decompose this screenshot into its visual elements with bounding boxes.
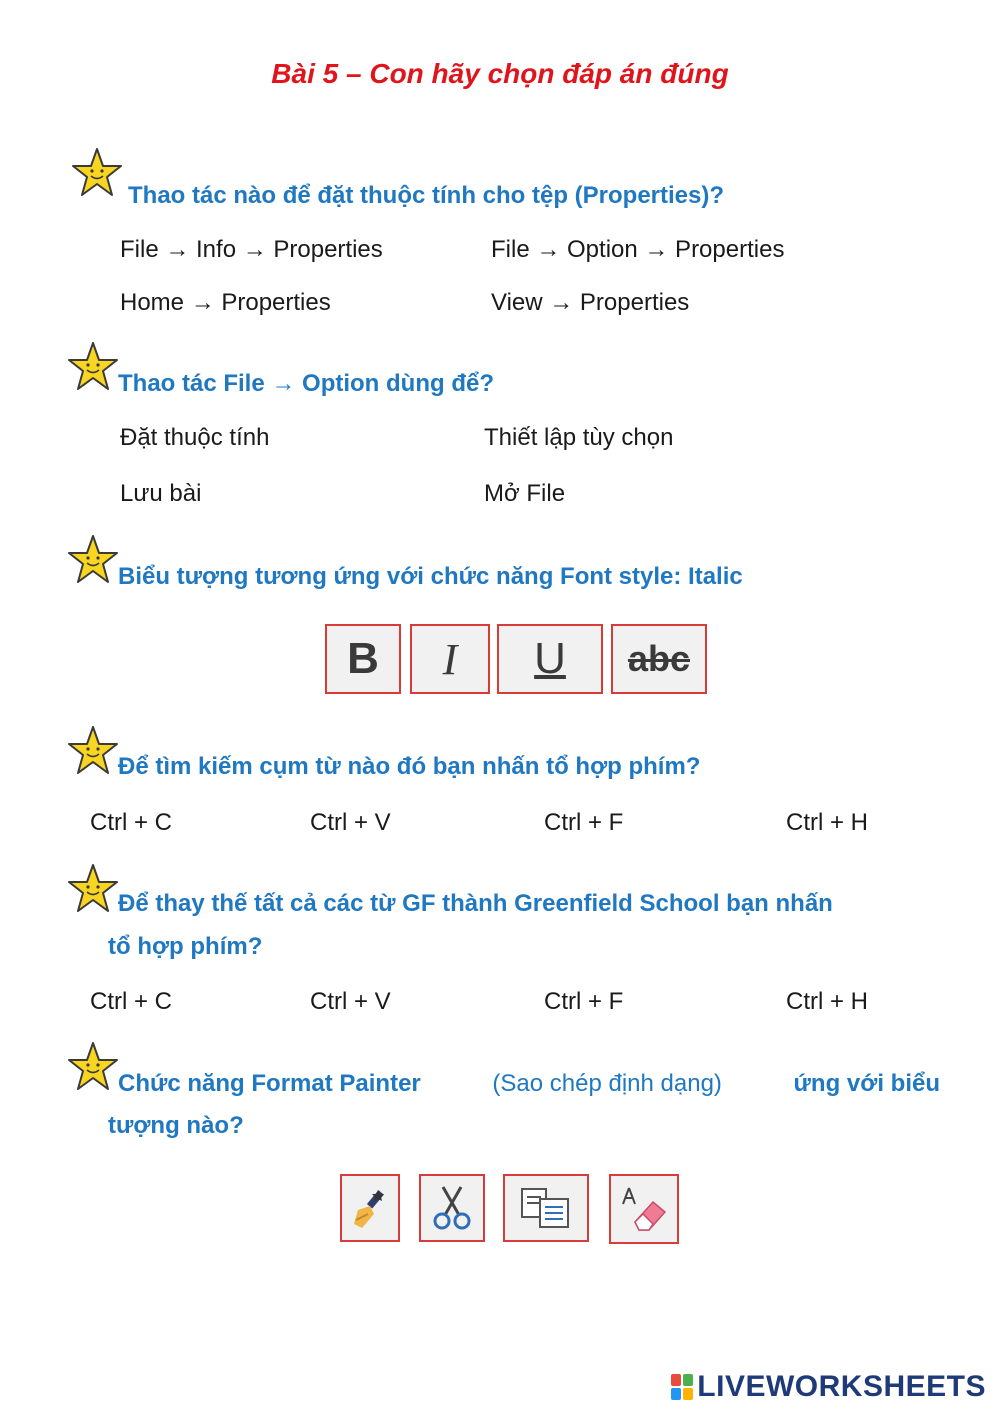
- q5-option-a[interactable]: Ctrl + C: [90, 988, 173, 1015]
- q5-option-c[interactable]: Ctrl + F: [544, 988, 624, 1015]
- q4-option-c[interactable]: Ctrl + F: [544, 809, 624, 836]
- liveworksheets-logo: [671, 1370, 986, 1404]
- star-icon: [70, 146, 124, 200]
- q6-part-3: ứng với biểu: [793, 1070, 940, 1097]
- question-3: Biểu tượng tương ứng với chức năng Font style: Italic: [118, 563, 743, 590]
- q4-option-a[interactable]: Ctrl + C: [90, 809, 173, 836]
- star-icon: [66, 340, 120, 394]
- bold-icon[interactable]: B: [325, 624, 401, 694]
- q1-option-c[interactable]: Home → Properties: [120, 289, 331, 316]
- question-2: Thao tác File → Option dùng để?: [118, 370, 494, 397]
- question-4: Để tìm kiếm cụm từ nào đó bạn nhấn tổ hợp phím?: [118, 753, 701, 780]
- copy-icon[interactable]: [503, 1174, 589, 1242]
- logo-icon: [671, 1374, 693, 1400]
- star-icon: [66, 1040, 120, 1094]
- q2-option-b[interactable]: Thiết lập tùy chọn: [484, 424, 674, 451]
- question-6-line-2: tượng nào?: [108, 1112, 244, 1139]
- eraser-icon: [619, 1184, 669, 1234]
- q4-option-b[interactable]: Ctrl + V: [310, 809, 391, 836]
- q4-option-d[interactable]: Ctrl + H: [786, 809, 869, 836]
- question-5-line-1: Để thay thế tất cả các từ GF thành Greenfield School bạn nhấn: [118, 890, 833, 917]
- q2-option-a[interactable]: Đặt thuộc tính: [120, 424, 270, 451]
- clear-formatting-icon[interactable]: [609, 1174, 679, 1244]
- question-5-line-2: tổ hợp phím?: [108, 933, 263, 960]
- q1-option-a[interactable]: File → Info → Properties: [120, 236, 383, 263]
- underline-icon[interactable]: U: [497, 624, 603, 694]
- paintbrush-icon: [348, 1184, 392, 1232]
- brand-text: LIVEWORKSHEETS: [697, 1370, 986, 1403]
- q6-part-2: (Sao chép định dạng): [492, 1070, 722, 1097]
- q5-option-d[interactable]: Ctrl + H: [786, 988, 869, 1015]
- scissors-icon[interactable]: [419, 1174, 485, 1242]
- star-icon: [66, 533, 120, 587]
- strikethrough-icon[interactable]: abc: [611, 624, 707, 694]
- q2-option-d[interactable]: Mở File: [484, 480, 566, 507]
- page-title: Bài 5 – Con hãy chọn đáp án đúng: [271, 58, 729, 89]
- cut-icon: [429, 1183, 475, 1233]
- star-icon: [66, 724, 120, 778]
- format-painter-icon[interactable]: [340, 1174, 400, 1242]
- q5-option-b[interactable]: Ctrl + V: [310, 988, 391, 1015]
- q6-part-1: Chức năng Format Painter: [118, 1070, 421, 1097]
- q2-option-c[interactable]: Lưu bài: [120, 480, 202, 507]
- star-icon: [66, 862, 120, 916]
- q1-option-b[interactable]: File → Option → Properties: [491, 236, 785, 263]
- question-1: Thao tác nào để đặt thuộc tính cho tệp (Properties)?: [128, 182, 725, 209]
- question-6-line-1: [118, 1062, 940, 1105]
- q1-option-d[interactable]: View → Properties: [491, 289, 690, 316]
- italic-icon[interactable]: I: [410, 624, 490, 694]
- documents-icon: [518, 1185, 574, 1231]
